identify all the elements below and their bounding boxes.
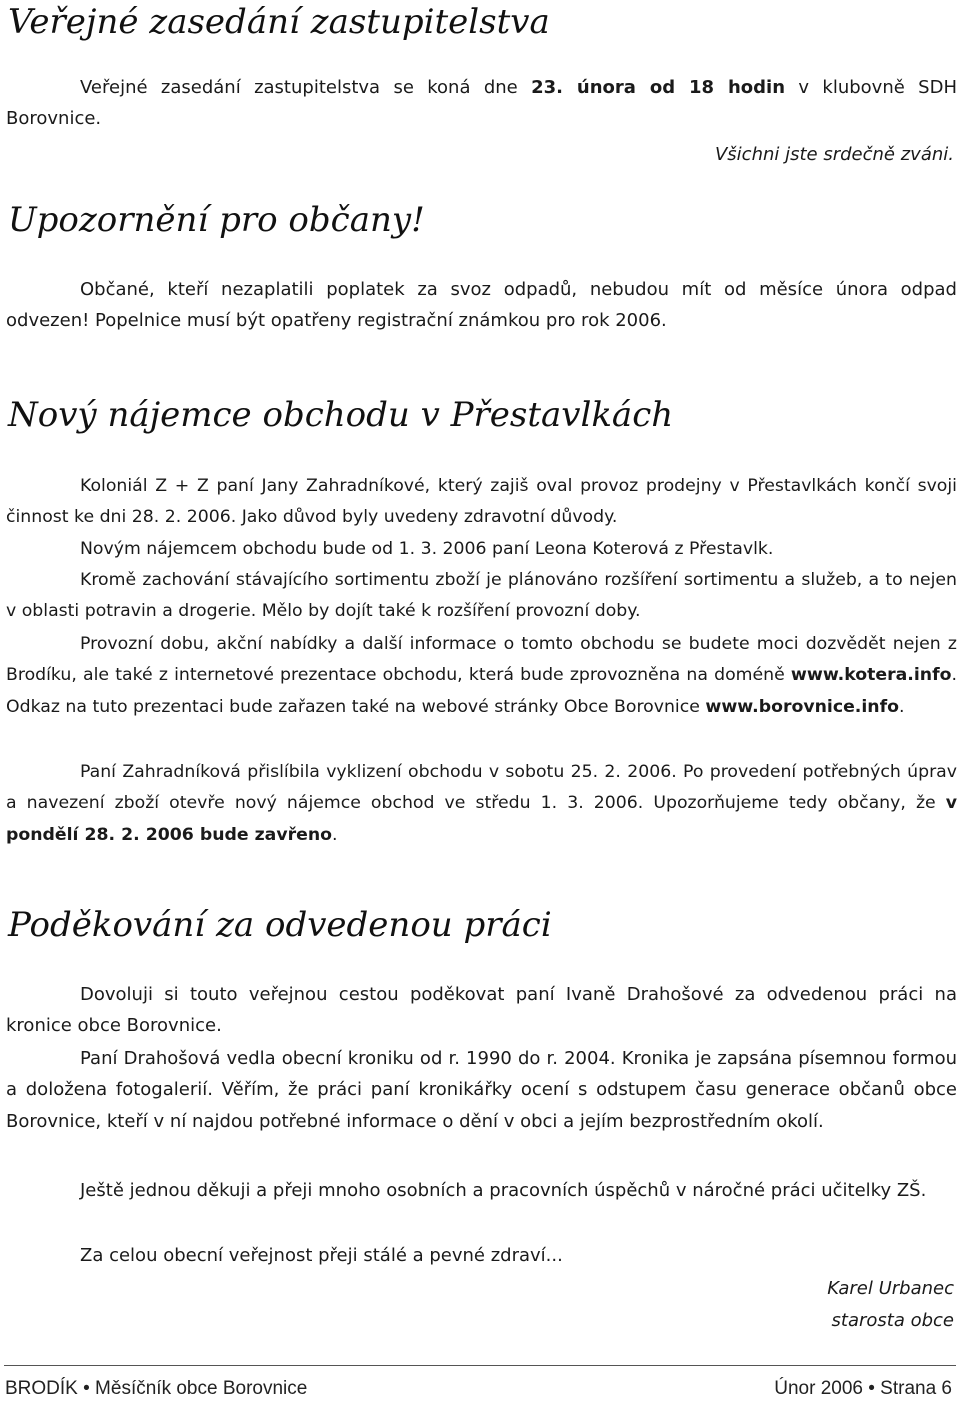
meeting-heading: Veřejné zasedání zastupitelstva <box>8 2 550 42</box>
shop-paragraph-4: Provozní dobu, akční nabídky a další informace o tomto obchodu se budete moci dozvědět nejen z Brodíku, ale také z internetové prezentace obchodu, která bude zprovozněna na doméně www.kotera.info. Odkaz na tuto prezentaci bude zařazen také na webové stránky Obce Borovnice www.borovnice.info. <box>6 634 957 717</box>
thanks-heading: Poděkování za odvedenou práci <box>8 905 552 945</box>
shop-paragraph-3: Kromě zachování stávajícího sortimentu zboží je plánováno rozšíření sortimentu a služeb, a to nejen v oblasti potravin a drogerie. Mělo by dojít také k rozšíření provozní doby. <box>6 570 957 622</box>
shop-heading: Nový nájemce obchodu v Přestavlkách <box>8 395 674 435</box>
footer-divider <box>4 1365 956 1366</box>
notice-paragraph: Občané, kteří nezaplatili poplatek za svoz odpadů, nebudou mít od měsíce února odpad odvezen! Popelnice musí být opatřeny registrační známkou pro rok 2006. <box>6 279 957 332</box>
meeting-date: 23. února od 18 hodin <box>531 77 786 98</box>
thanks-paragraph-1: Dovoluji si touto veřejnou cestou poděkovat paní Ivaně Drahošové za odvedenou práci na kronice obce Borovnice. <box>6 984 957 1037</box>
meeting-closing: Všichni jste srdečně zváni. <box>714 144 954 165</box>
shop-paragraph-2: Novým nájemcem obchodu bude od 1. 3. 2006 paní Leona Koterová z Přestavlk. <box>80 539 774 559</box>
closure-date: v pondělí 28. 2. 2006 bude zavřeno <box>6 793 957 845</box>
shop-paragraph-1: Koloniál Z + Z paní Jany Zahradníkové, který zajiš oval provoz prodejny v Přestavlkách končí svoji činnost ke dni 28. 2. 2006. Jako důvod byly uvedeny zdravotní důvody. <box>6 476 957 528</box>
footer-publication: BRODÍK • Měsíčník obce Borovnice <box>5 1378 308 1399</box>
meeting-paragraph: Veřejné zasedání zastupitelstva se koná dne 23. února od 18 hodin v klubovně SDH Borovnice. <box>6 77 957 130</box>
notice-heading: Upozornění pro občany! <box>8 200 425 240</box>
thanks-paragraph-4: Za celou obecní veřejnost přeji stálé a pevné zdraví... <box>80 1245 563 1266</box>
link-kotera[interactable]: www.kotera.info <box>790 665 952 686</box>
footer-page-info: Únor 2006 • Strana 6 <box>774 1378 952 1399</box>
signature-role: starosta obce <box>831 1310 954 1331</box>
thanks-paragraph-2: Paní Drahošová vedla obecní kroniku od r. 1990 do r. 2004. Kronika je zapsána písemnou formou a doložena fotogalerií. Věřím, že práci paní kronikářky ocení s odstupem času generace občanů obce Borovnice, kteří v ní najdou potřebné informace o dění v obci a jejím bezprostředním okolí. <box>6 1048 957 1132</box>
thanks-paragraph-3: Ještě jednou děkuji a přeji mnoho osobních a pracovních úspěchů v náročné práci učitelky ZŠ. <box>80 1180 927 1201</box>
signature-name: Karel Urbanec <box>827 1278 954 1299</box>
shop-paragraph-5: Paní Zahradníková přislíbila vyklizení obchodu v sobotu 25. 2. 2006. Po provedení potřebných úprav a navezení zboží otevře nový nájemce obchod ve středu 1. 3. 2006. Upozorňujeme tedy občany, že v pondělí 28. 2. 2006 bude zavřeno. <box>6 762 957 845</box>
link-borovnice[interactable]: www.borovnice.info <box>705 696 899 717</box>
